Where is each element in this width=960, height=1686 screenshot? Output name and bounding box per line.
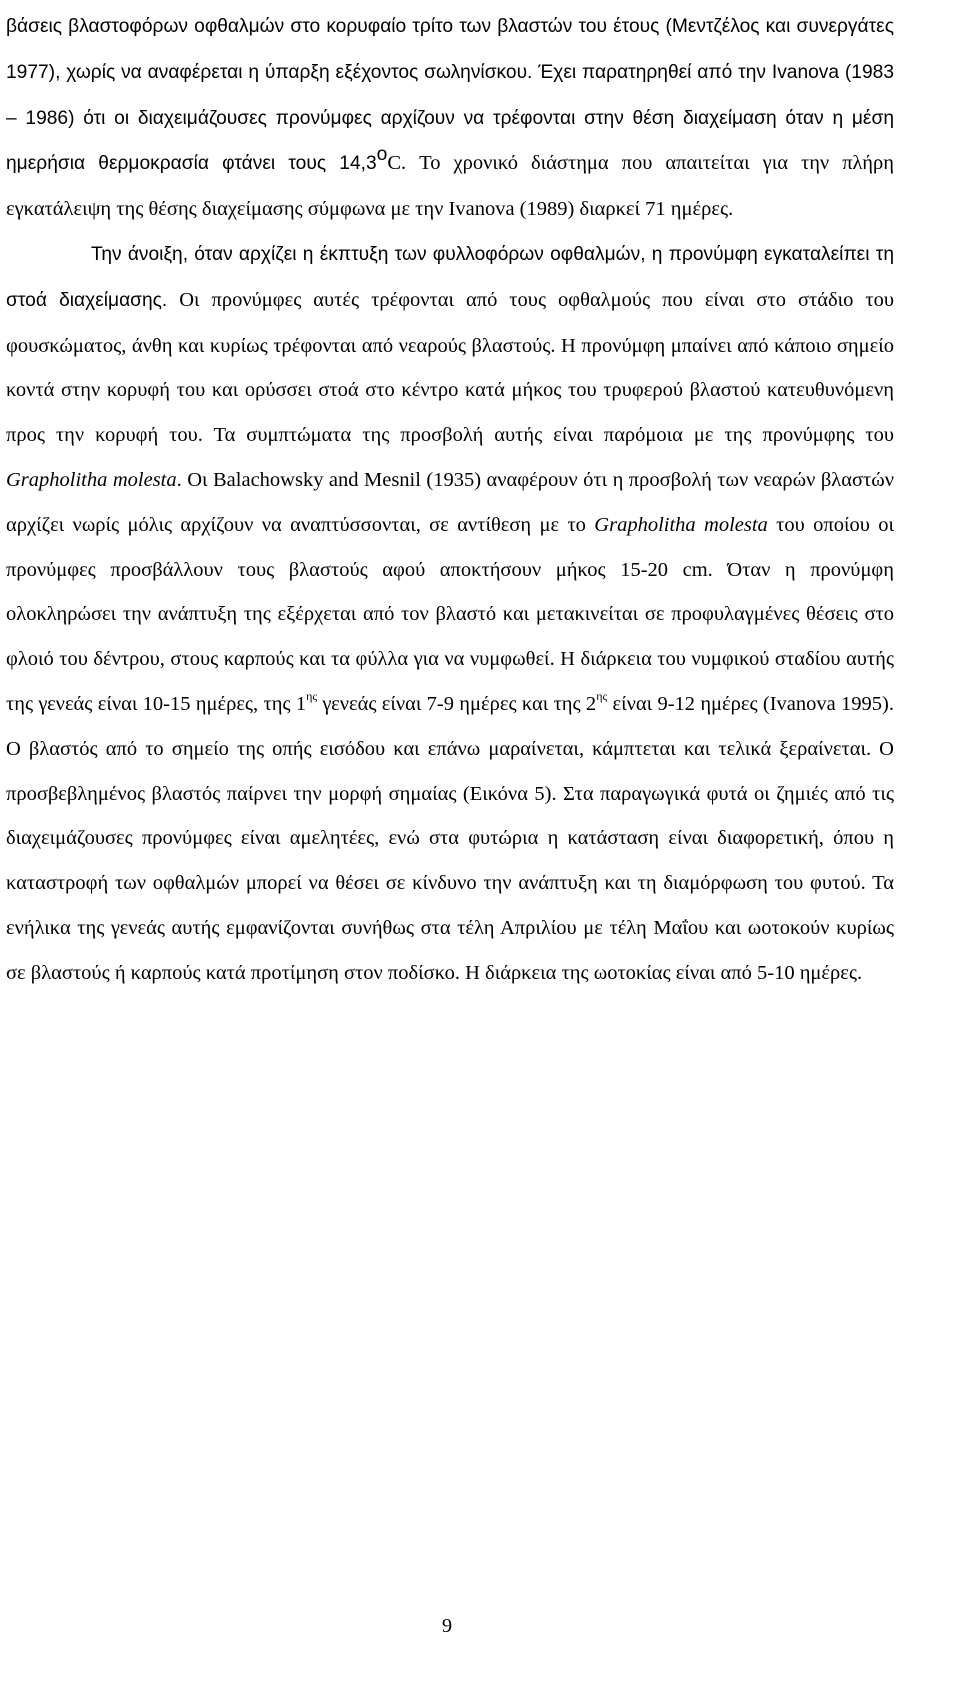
document-body (6, 4, 894, 996)
paragraph-1-text-b: C. Το χρονικό διάστημα που απαιτείται για την πλήρη εγκατάλειψη της θέσης διαχείμασης σύμφωνα με την Ivanova (1989) διαρκεί 71 ημέρες. (6, 152, 894, 221)
paragraph-2-text-c: . Οι Balachowsky and Mesnil (1935) αναφέρουν ότι η προσβολή των νεαρών βλαστών αρχίζει νωρίς μόλις αρχίζουν να αναπτύσσονται, σε αντίθεση με το (6, 468, 894, 536)
ordinal-superscript-1: ης (306, 689, 318, 704)
paragraph-2-text-e: γενεάς είναι 7-9 ημέρες και της 2 (317, 692, 597, 715)
species-name-1: Grapholitha molesta (6, 468, 177, 491)
paragraph-2-text-f: είναι 9-12 ημέρες (Ivanova 1995). Ο βλαστός από το σημείο της οπής εισόδου και επάνω μαραίνεται, κάμπτεται και τελικά ξεραίνεται. Ο προσβεβλημένος βλαστός παίρνει την μορφή σημαίας (Εικόνα 5). Στα παραγωγικά φυτά οι ζημιές από τις διαχειμάζουσες προνύμφες είναι αμελητέες, ενώ στα φυτώρια η κατάσταση είναι διαφορετική, όπου η καταστροφή των οφθαλμών μπορεί να θέσει σε κίνδυνο την ανάπτυξη και τη διαμόρφωση του φυτού. Τα ενήλικα της γενεάς αυτής εμφανίζονται συνήθως στα τέλη Απριλίου με τέλη Μαΐου και ωοτοκούν κυρίως σε βλαστούς ή καρπούς κατά προτίμηση στον ποδίσκο. Η διάρκεια της ωοτοκίας είναι από 5-10 ημέρες. (6, 692, 894, 984)
paragraph-1-text-a: βάσεις βλαστοφόρων οφθαλμών στο κορυφαίο τρίτο των βλαστών του έτους (Μεντζέλος και συνεργάτες 1977), χωρίς να αναφέρεται η ύπαρξη εξέχοντος σωληνίσκου. Έχει παρατηρηθεί από την Ivanova (1983 – 1986) ότι οι διαχειμάζουσες προνύμφες αρχίζουν να τρέφονται στην θέση διαχείμαση όταν η μέση ημερήσια θερμοκρασία φτάνει τους 14,3 (6, 16, 894, 175)
degree-superscript: o (376, 143, 388, 165)
paragraph-2-text-a: Την άνοιξη, όταν αρχίζει η έκπτυξη των φυλλοφόρων οφθαλμών, η προνύμφη εγκαταλείπει τη στοά διαχείμασης. (6, 243, 894, 311)
species-name-2: Grapholitha molesta (594, 513, 768, 536)
paragraph-spring-damage (6, 232, 894, 996)
paragraph-2-text-b: Οι προνύμφες αυτές τρέφονται από τους οφθαλμούς που είναι στο στάδιο του φουσκώματος, άνθη και κυρίως τρέφονται από νεαρούς βλαστούς. Η προνύμφη μπαίνει από κάποιο σημείο κοντά στην κορυφή του και ορύσσει στοά στο κέντρο κατά μήκος του τρυφερού βλαστού κατευθυνόμενη προς την κορυφή του. Τα συμπτώματα της προσβολή αυτής είναι παρόμοια με της προνύμφης του (6, 288, 894, 447)
paragraph-2-text-d: του οποίου οι προνύμφες προσβάλλουν τους βλαστούς αφού αποκτήσουν μήκος 15-20 cm. Όταν η προνύμφη ολοκληρώσει την ανάπτυξη της εξέρχεται από τον βλαστό και μετακινείται σε προφυλαγμένες θέσεις στο φλοιό του δέντρου, στους καρπούς και τα φύλλα για να νυμφωθεί. Η διάρκεια του νυμφικού σταδίου αυτής της γενεάς είναι 10-15 ημέρες, της 1 (6, 513, 895, 715)
ordinal-superscript-2: ης (596, 689, 608, 704)
page-number: 9 (441, 1615, 453, 1637)
paragraph-overwintering-larvae (6, 4, 894, 232)
